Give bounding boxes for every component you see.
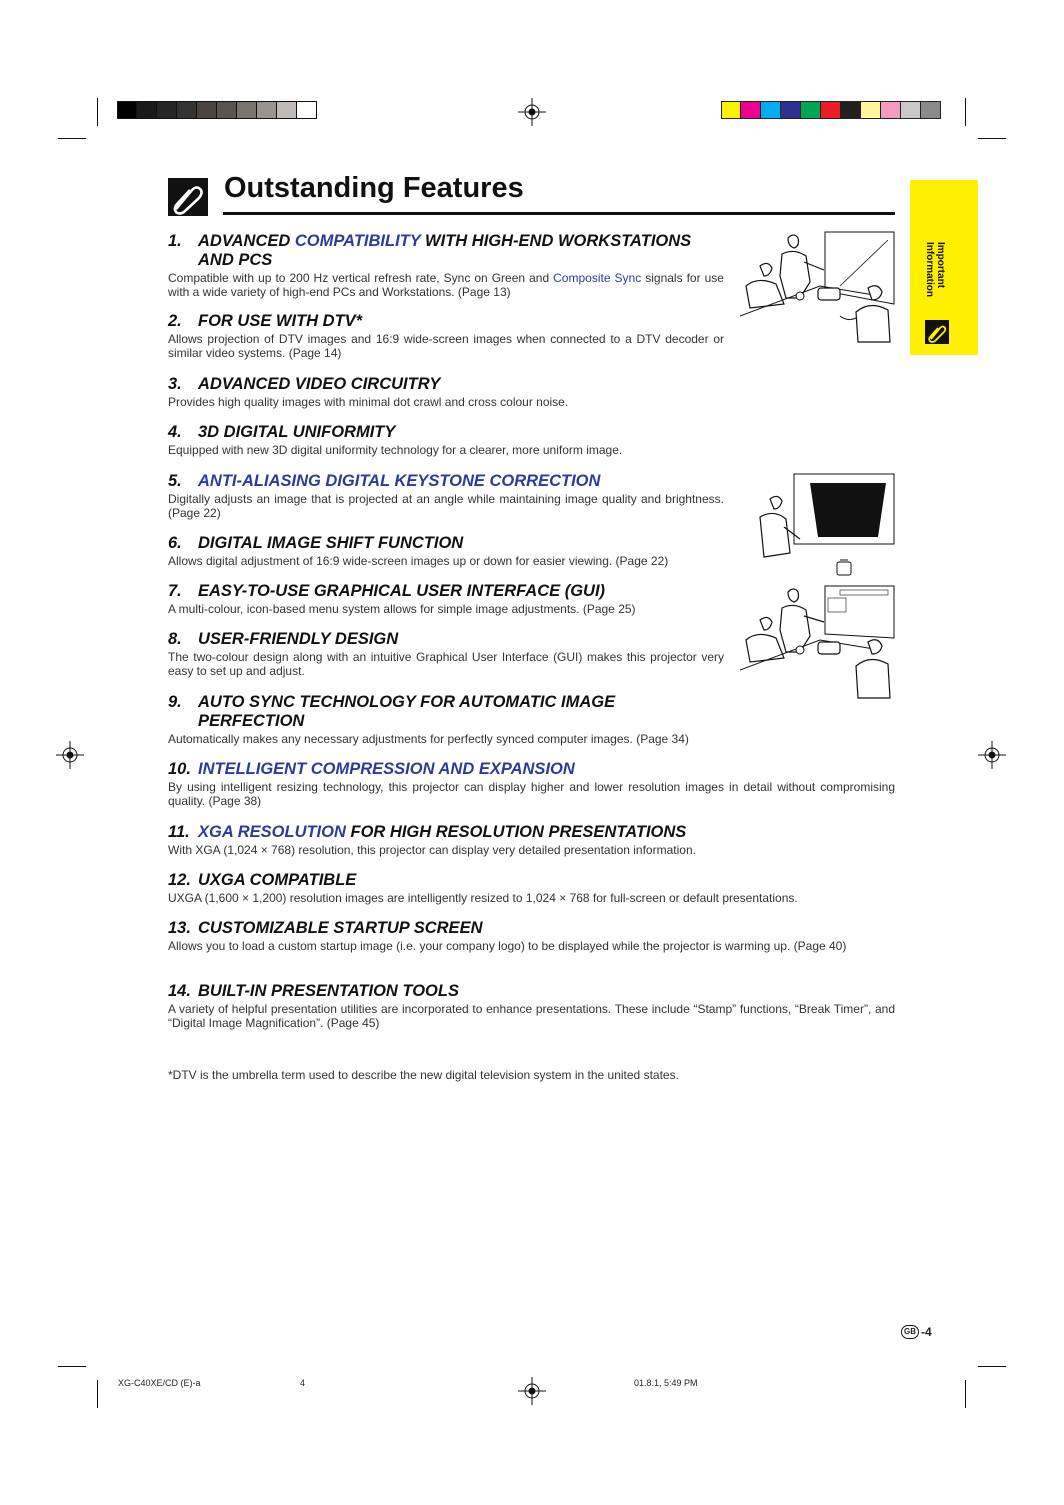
remote-icon — [836, 559, 852, 577]
crop-mark — [97, 98, 98, 126]
feature-item — [168, 871, 895, 905]
color-swatch — [841, 101, 861, 119]
feature-item — [168, 582, 724, 616]
page-title: Outstanding Features — [224, 172, 524, 204]
section-side-tab — [910, 180, 978, 355]
color-swatch — [861, 101, 881, 119]
feature-number: 7. — [168, 582, 182, 600]
feature-item — [168, 375, 724, 409]
feature-number: 9. — [168, 693, 182, 711]
feature-body-highlight: Composite Sync — [553, 271, 642, 285]
feature-title-highlight: INTELLIGENT COMPRESSION AND EXPANSION — [198, 760, 575, 778]
feature-item — [168, 534, 724, 568]
footer-date: 01.8.1, 5:49 PM — [634, 1378, 698, 1388]
feature-heading — [168, 232, 724, 270]
paperclip-icon — [168, 178, 208, 216]
feature-item — [168, 423, 724, 457]
feature-number: 3. — [168, 375, 182, 393]
color-swatch — [237, 101, 257, 119]
feature-heading — [168, 919, 895, 938]
registration-target-icon — [978, 741, 1006, 769]
feature-item — [168, 232, 724, 299]
color-bar — [721, 101, 941, 119]
paperclip-icon — [925, 320, 949, 344]
feature-heading — [168, 472, 724, 491]
feature-title: BUILT-IN PRESENTATION TOOLS — [198, 982, 459, 1000]
crop-mark — [58, 138, 86, 139]
footer-page: 4 — [300, 1378, 306, 1388]
feature-number: 14. — [168, 982, 191, 1000]
registration-target-icon — [518, 98, 546, 126]
color-swatch — [157, 101, 177, 119]
side-tab-line1: Important — [935, 242, 946, 289]
color-swatch — [117, 101, 137, 119]
feature-body: A variety of helpful presentation utilities are incorporated to enhance presentations. These include “Stamp” functions, “Break Timer”, and “Digital Image Magnification”. (Page 45) — [168, 1002, 895, 1030]
color-swatch — [257, 101, 277, 119]
feature-item — [168, 982, 895, 1030]
feature-body: Equipped with new 3D digital uniformity technology for a clearer, more uniform image. — [168, 443, 623, 457]
feature-body: Provides high quality images with minimal dot crawl and cross colour noise. — [168, 395, 569, 409]
keystone-illustration — [750, 473, 896, 563]
color-swatch — [741, 101, 761, 119]
feature-item — [168, 472, 724, 520]
feature-title: AUTO SYNC TECHNOLOGY FOR AUTOMATIC IMAGE — [198, 693, 616, 711]
feature-heading — [168, 823, 895, 842]
page-number-text: -4 — [921, 1325, 932, 1339]
feature-body-text: Compatible with up to 200 Hz vertical refresh rate, Sync on Green and — [168, 271, 554, 285]
feature-body: Allows you to load a custom startup image (i.e. your company logo) to be displayed while the projector is warming up. (Page 40) — [168, 939, 847, 953]
crop-mark — [97, 1380, 98, 1408]
crop-mark — [965, 98, 966, 126]
feature-heading — [168, 582, 724, 601]
feature-title-highlight: XGA RESOLUTION — [198, 823, 346, 841]
feature-number: 6. — [168, 534, 182, 552]
gui-illustration — [740, 582, 895, 700]
feature-title-highlight: ANTI-ALIASING DIGITAL KEYSTONE CORRECTION — [198, 472, 601, 490]
feature-number: 11. — [168, 823, 190, 841]
feature-body: Automatically makes any necessary adjustments for perfectly synced computer images. (Page 34) — [168, 732, 689, 746]
feature-number: 13. — [168, 919, 191, 937]
feature-body: With XGA (1,024 × 768) resolution, this projector can display very detailed presentation information. — [168, 843, 696, 857]
feature-title: FOR HIGH RESOLUTION PRESENTATIONS — [345, 823, 687, 841]
feature-number: 4. — [168, 423, 182, 441]
feature-body: Digitally adjusts an image that is projected at an angle while maintaining image quality and brightness. (Page 22) — [168, 492, 724, 520]
feature-item — [168, 823, 895, 857]
feature-body-text: signals for use with a wide variety of high-end PCs and Workstations. (Page 13) — [168, 271, 724, 299]
feature-heading — [168, 630, 724, 649]
feature-item — [168, 312, 724, 360]
feature-body: A multi-colour, icon-based menu system allows for simple image adjustments. (Page 25) — [168, 602, 636, 616]
title-divider — [223, 212, 895, 215]
color-swatch — [781, 101, 801, 119]
feature-title: DIGITAL IMAGE SHIFT FUNCTION — [198, 534, 464, 552]
feature-title: UXGA COMPATIBLE — [198, 871, 357, 889]
crop-mark — [978, 1366, 1006, 1367]
color-swatch — [297, 101, 317, 119]
feature-title: 3D DIGITAL UNIFORMITY — [198, 423, 396, 441]
registration-target-icon — [56, 741, 84, 769]
feature-title: ADVANCED VIDEO CIRCUITRY — [198, 375, 441, 393]
registration-target-icon — [518, 1377, 546, 1405]
feature-heading — [168, 423, 724, 442]
feature-heading — [168, 375, 724, 394]
color-swatch — [721, 101, 741, 119]
feature-item — [168, 693, 895, 746]
color-swatch — [881, 101, 901, 119]
feature-heading — [168, 534, 724, 553]
feature-title: EASY-TO-USE GRAPHICAL USER INTERFACE (GUI) — [198, 582, 606, 600]
color-swatch — [801, 101, 821, 119]
feature-title: CUSTOMIZABLE STARTUP SCREEN — [198, 919, 483, 937]
language-badge: GB — [901, 1325, 919, 1339]
feature-title-continued: PERFECTION — [198, 712, 305, 730]
feature-title-highlight: COMPATIBILITY — [294, 232, 421, 250]
feature-body: By using intelligent resizing technology, this projector can display higher and lower resolution images in detail without compromising quality. (Page 38) — [168, 780, 895, 808]
crop-mark — [58, 1366, 86, 1367]
color-swatch — [921, 101, 941, 119]
color-swatch — [137, 101, 157, 119]
feature-body: Allows digital adjustment of 16:9 wide-screen images up or down for easier viewing. (Page 22) — [168, 554, 669, 568]
feature-item — [168, 760, 895, 808]
feature-body: Allows projection of DTV images and 16:9 wide-screen images when connected to a DTV decoder or similar video systems. (Page 14) — [168, 332, 724, 360]
feature-title: USER-FRIENDLY DESIGN — [198, 630, 399, 648]
feature-heading — [168, 982, 895, 1001]
feature-number: 1. — [168, 232, 182, 250]
feature-body: UXGA (1,600 × 1,200) resolution images are intelligently resized to 1,024 × 768 for full-screen or default presentations. — [168, 891, 798, 905]
page-number — [901, 1325, 932, 1339]
grayscale-bar — [117, 101, 317, 119]
crop-mark — [978, 138, 1006, 139]
footer-file: XG-C40XE/CD (E)-a — [118, 1378, 201, 1388]
crop-mark — [965, 1380, 966, 1408]
presentation-illustration — [740, 226, 895, 344]
color-swatch — [901, 101, 921, 119]
feature-title: FOR USE WITH DTV* — [198, 312, 363, 330]
color-swatch — [761, 101, 781, 119]
footnote: *DTV is the umbrella term used to describe the new digital television system in the united states. — [168, 1068, 679, 1082]
feature-number: 5. — [168, 472, 182, 490]
feature-heading — [168, 871, 895, 890]
color-swatch — [177, 101, 197, 119]
feature-title: WITH HIGH-END WORKSTATIONS — [420, 232, 692, 250]
color-swatch — [217, 101, 237, 119]
feature-item — [168, 630, 724, 678]
feature-body — [168, 271, 724, 299]
feature-item — [168, 919, 895, 953]
feature-number: 10. — [168, 760, 191, 778]
feature-title: ADVANCED — [198, 232, 295, 250]
feature-heading — [168, 312, 724, 331]
color-swatch — [277, 101, 297, 119]
color-swatch — [197, 101, 217, 119]
side-tab-line2: Information — [924, 242, 935, 297]
feature-heading — [168, 760, 895, 779]
feature-body: The two-colour design along with an intuitive Graphical User Interface (GUI) makes this projector very easy to set up and adjust. — [168, 650, 724, 678]
feature-number: 12. — [168, 871, 191, 889]
color-swatch — [821, 101, 841, 119]
feature-title-continued: AND PCS — [198, 251, 273, 269]
feature-number: 2. — [168, 312, 182, 330]
feature-number: 8. — [168, 630, 182, 648]
